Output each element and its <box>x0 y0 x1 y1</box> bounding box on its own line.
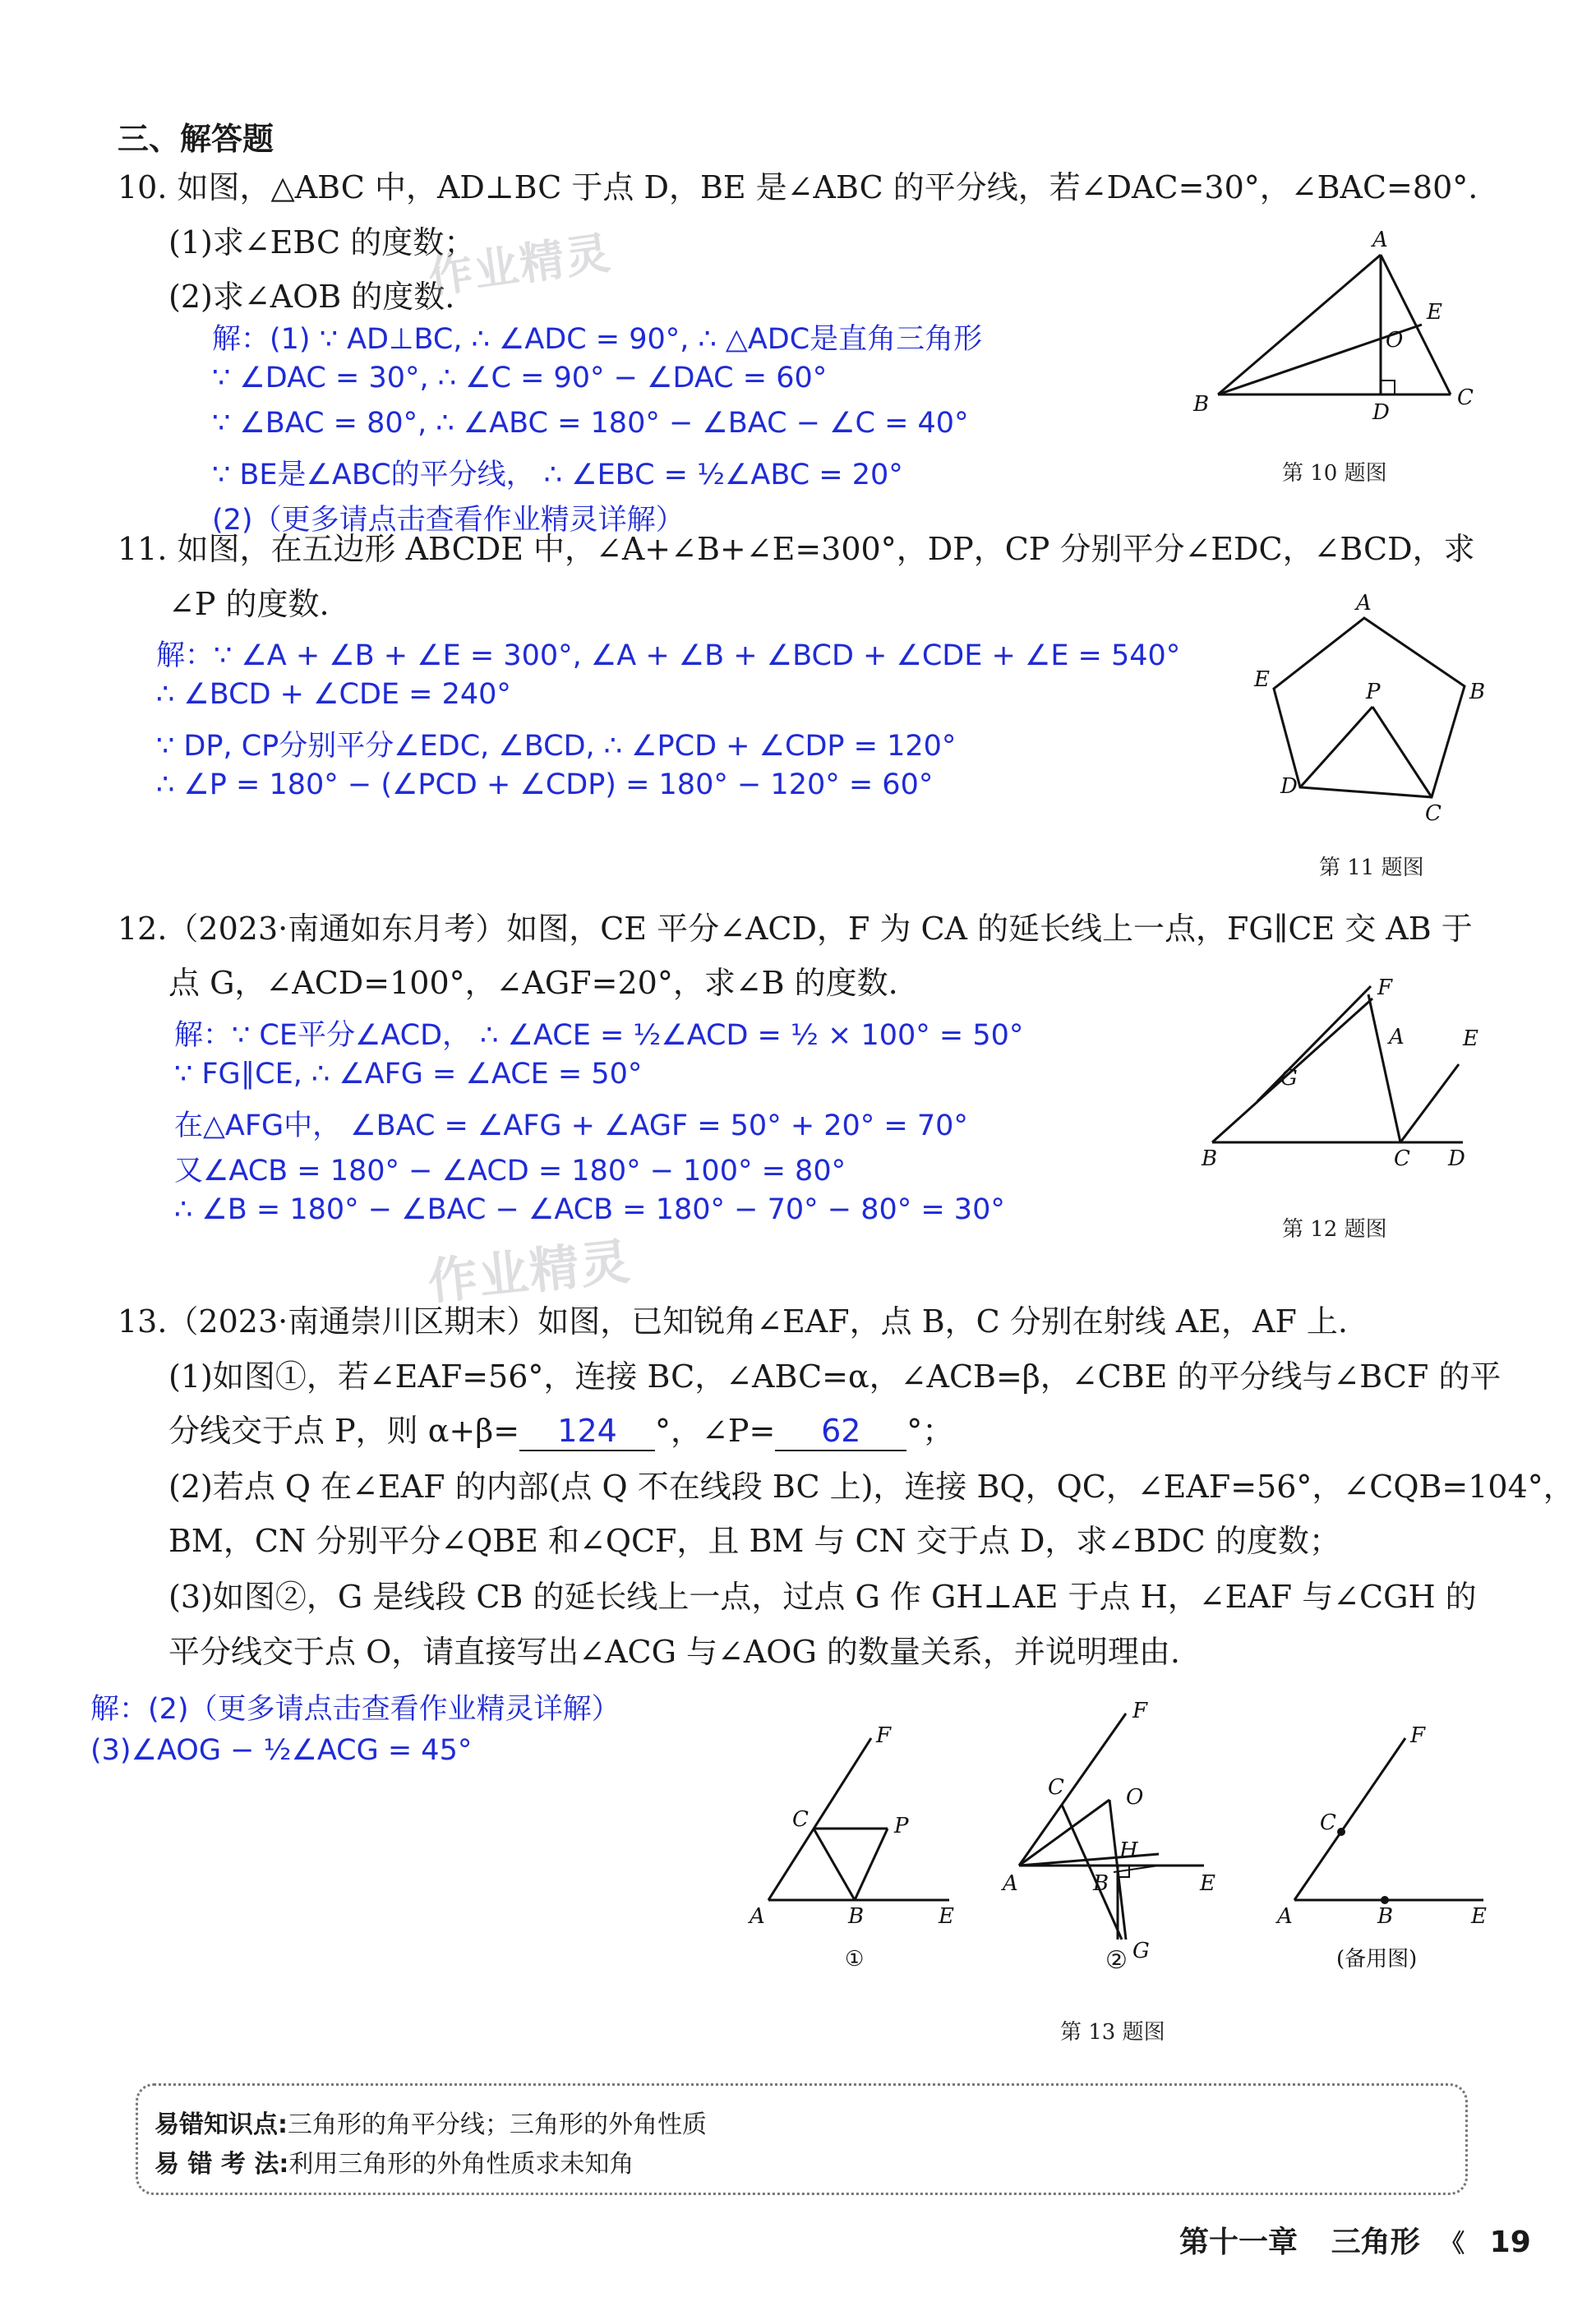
q11-label-e: E <box>1254 667 1270 692</box>
q13-part1-mid: °，∠P= <box>655 1413 776 1449</box>
q11-label-p: P <box>1366 680 1381 704</box>
q10-label-b: B <box>1193 392 1210 417</box>
q12-label-a: A <box>1389 1025 1405 1049</box>
error-note-text-2: 利用三角形的外角性质求未知角 <box>288 2150 634 2179</box>
q11-answer-line-3: ∵ DP, CP分别平分∠EDC, ∠BCD, ∴ ∠PCD + ∠CDP = 120° <box>156 730 957 763</box>
q12-label-c: C <box>1394 1146 1410 1171</box>
q13-f3-label-a: A <box>1277 1904 1293 1929</box>
q13-stem: 13.（2023·南通崇川区期末）如图，已知锐角∠EAF，点 B，C 分别在射线 AE，AF 上. <box>118 1303 1348 1340</box>
q12-label-d: D <box>1448 1146 1465 1171</box>
q12-figure <box>1183 962 1512 1175</box>
q13-f2-label-e: E <box>1200 1871 1215 1896</box>
q10-answer-link[interactable]: (2)（更多请点击查看作业精灵详解） <box>212 504 685 537</box>
q13-f3-label-b: B <box>1377 1904 1394 1929</box>
q13-f1-label-e: E <box>939 1904 954 1929</box>
q13-f2-caption: ② <box>1105 1946 1128 1975</box>
q10-answer-line-4: ∵ BE是∠ABC的平分线， ∴ ∠EBC = ½∠ABC = 20° <box>212 459 903 491</box>
error-note-line-1 <box>155 2104 707 2140</box>
q10-caption: 第 10 题图 <box>1282 461 1387 486</box>
q10-answer-line-1: 解：(1) ∵ AD⊥BC, ∴ ∠ADC = 90°, ∴ △ADC是直角三角形 <box>212 323 983 356</box>
q13-f2-label-h: H <box>1119 1838 1138 1863</box>
q12-label-b: B <box>1202 1146 1218 1171</box>
q13-f1-label-f: F <box>876 1723 892 1748</box>
q13-f2-label-g: G <box>1132 1939 1150 1963</box>
q11-caption: 第 11 题图 <box>1319 856 1424 880</box>
q12-answer-line-3: 在△AFG中， ∠BAC = ∠AFG + ∠AGF = 50° + 20° = 70° <box>174 1109 968 1142</box>
q10-label-o: O <box>1386 328 1404 353</box>
q13-f2-label-a: A <box>1003 1871 1018 1896</box>
watermark: 作业精灵 <box>425 226 615 304</box>
q13-figure-1 <box>740 1718 970 1972</box>
q10-answer-line-3: ∵ ∠BAC = 80°, ∴ ∠ABC = 180° − ∠BAC − ∠C = 40° <box>212 407 969 440</box>
q13-part1-suffix: °； <box>906 1413 954 1449</box>
watermark-2: 作业精灵 <box>425 1233 634 1312</box>
q13-part2-line-1: (2)若点 Q 在∠EAF 的内部(点 Q 不在线段 BC 上)，连接 BQ，QC，∠EAF=56°，∠CQB=104°， <box>168 1469 1575 1505</box>
q12-answer-line-5: ∴ ∠B = 180° − ∠BAC − ∠ACB = 180° − 70° − 80° = 30° <box>174 1193 1005 1226</box>
q10-answer-line-2: ∵ ∠DAC = 30°, ∴ ∠C = 90° − ∠DAC = 60° <box>212 362 828 394</box>
error-note-label-2: 易 错 考 法: <box>155 2150 289 2179</box>
q11-stem-line-1: 11. 如图，在五边形 ABCDE 中，∠A+∠B+∠E=300°，DP，CP 分别平分∠EDC，∠BCD，求 <box>118 531 1475 567</box>
q13-part1-prefix: 分线交于点 P，则 α+β= <box>168 1413 520 1449</box>
q12-answer-line-2: ∵ FG∥CE, ∴ ∠AFG = ∠ACE = 50° <box>174 1058 643 1091</box>
q12-stem-line-1: 12.（2023·南通如东月考）如图，CE 平分∠ACD，F 为 CA 的延长线上一点，FG∥CE 交 AB 于 <box>118 911 1473 947</box>
q13-part1-line-1: (1)如图①，若∠EAF=56°，连接 BC，∠ABC=α，∠ACB=β，∠CBE 的平分线与∠BCF 的平 <box>168 1358 1501 1395</box>
q10-label-a: A <box>1372 228 1388 252</box>
q11-label-d: D <box>1280 774 1298 799</box>
q12-stem-line-2: 点 G，∠ACD=100°，∠AGF=20°，求∠B 的度数. <box>168 965 898 1001</box>
q12-answer-line-1: 解：∵ CE平分∠ACD， ∴ ∠ACE = ½∠ACD = ½ × 100° = 50° <box>174 1019 1024 1052</box>
error-note-text-1: 三角形的角平分线；三角形的外角性质 <box>288 2110 707 2139</box>
q12-answer-line-4: 又∠ACB = 180° − ∠ACD = 180° − 100° = 80° <box>174 1155 846 1188</box>
error-note-line-2 <box>155 2143 634 2179</box>
error-note-box <box>136 2083 1468 2195</box>
q13-caption: 第 13 题图 <box>1060 2020 1165 2045</box>
footer-chapter: 第十一章 <box>1179 2225 1298 2259</box>
q12-label-f: F <box>1377 976 1393 1000</box>
q13-f3-label-c: C <box>1320 1810 1336 1835</box>
error-note-label-1: 易错知识点: <box>155 2110 288 2139</box>
q10-label-d: D <box>1372 400 1390 425</box>
q11-label-a: A <box>1356 591 1372 616</box>
q10-label-e: E <box>1427 300 1442 325</box>
q13-blank-alpha-beta[interactable]: 124 <box>519 1412 655 1451</box>
q13-f3-label-f: F <box>1410 1723 1426 1748</box>
q10-figure <box>1175 222 1504 425</box>
q13-f1-caption: ① <box>845 1947 865 1972</box>
q13-f2-label-o: O <box>1126 1785 1144 1810</box>
q13-part3-line-1: (3)如图②，G 是线段 CB 的延长线上一点，过点 G 作 GH⊥AE 于点 H，∠EAF 与∠CGH 的 <box>168 1579 1477 1615</box>
q11-stem-line-2: ∠P 的度数. <box>168 586 330 622</box>
q13-part1-line-2 <box>168 1412 953 1451</box>
q13-answer-link[interactable]: 解：(2)（更多请点击查看作业精灵详解） <box>90 1693 620 1726</box>
q11-answer-line-2: ∴ ∠BCD + ∠CDE = 240° <box>156 678 511 711</box>
q12-caption: 第 12 题图 <box>1282 1217 1387 1242</box>
q10-part1: (1)求∠EBC 的度数； <box>168 224 476 261</box>
q13-f2-label-c: C <box>1048 1775 1064 1800</box>
q13-figure-spare <box>1266 1718 1512 1972</box>
page-number: 19 <box>1489 2225 1531 2259</box>
q11-figure <box>1249 592 1504 838</box>
double-chevron-icon: 《 <box>1440 2230 1465 2258</box>
q11-answer-line-1: 解：∵ ∠A + ∠B + ∠E = 300°, ∠A + ∠B + ∠BCD + ∠CDE + ∠E = 540° <box>156 639 1181 672</box>
q13-figure-2 <box>994 1693 1233 1963</box>
q11-label-c: C <box>1425 801 1441 826</box>
q13-f2-label-f: F <box>1132 1699 1148 1723</box>
q13-f1-label-b: B <box>848 1904 865 1929</box>
q13-answer-line-2: (3)∠AOG − ½∠ACG = 45° <box>90 1734 473 1767</box>
q13-blank-angle-p[interactable]: 62 <box>775 1412 906 1451</box>
q13-f1-label-a: A <box>750 1904 765 1929</box>
q13-part2-line-2: BM，CN 分别平分∠QBE 和∠QCF，且 BM 与 CN 交于点 D，求∠BDC 的度数； <box>168 1523 1340 1559</box>
q13-f1-label-c: C <box>792 1807 809 1832</box>
q11-answer-line-4: ∴ ∠P = 180° − (∠PCD + ∠CDP) = 180° − 120° = 60° <box>156 768 934 801</box>
q13-part3-line-2: 平分线交于点 O，请直接写出∠ACG 与∠AOG 的数量关系，并说明理由. <box>168 1634 1180 1670</box>
q10-stem: 10. 如图，△ABC 中，AD⊥BC 于点 D，BE 是∠ABC 的平分线，若∠DAC=30°，∠BAC=80°. <box>118 169 1478 205</box>
footer-topic: 三角形 <box>1331 2225 1420 2259</box>
q13-f1-label-p: P <box>894 1814 909 1838</box>
page-footer <box>1179 2219 1531 2261</box>
section-title: 三、解答题 <box>118 120 274 157</box>
q10-part2: (2)求∠AOB 的度数. <box>168 279 455 315</box>
q11-label-b: B <box>1469 680 1486 704</box>
q12-label-e: E <box>1463 1026 1478 1051</box>
q12-label-g: G <box>1280 1066 1298 1091</box>
q13-f3-label-e: E <box>1471 1904 1487 1929</box>
q13-f2-label-b: B <box>1093 1871 1109 1896</box>
q13-f3-caption: (备用图) <box>1336 1947 1418 1972</box>
q10-label-c: C <box>1457 385 1474 410</box>
